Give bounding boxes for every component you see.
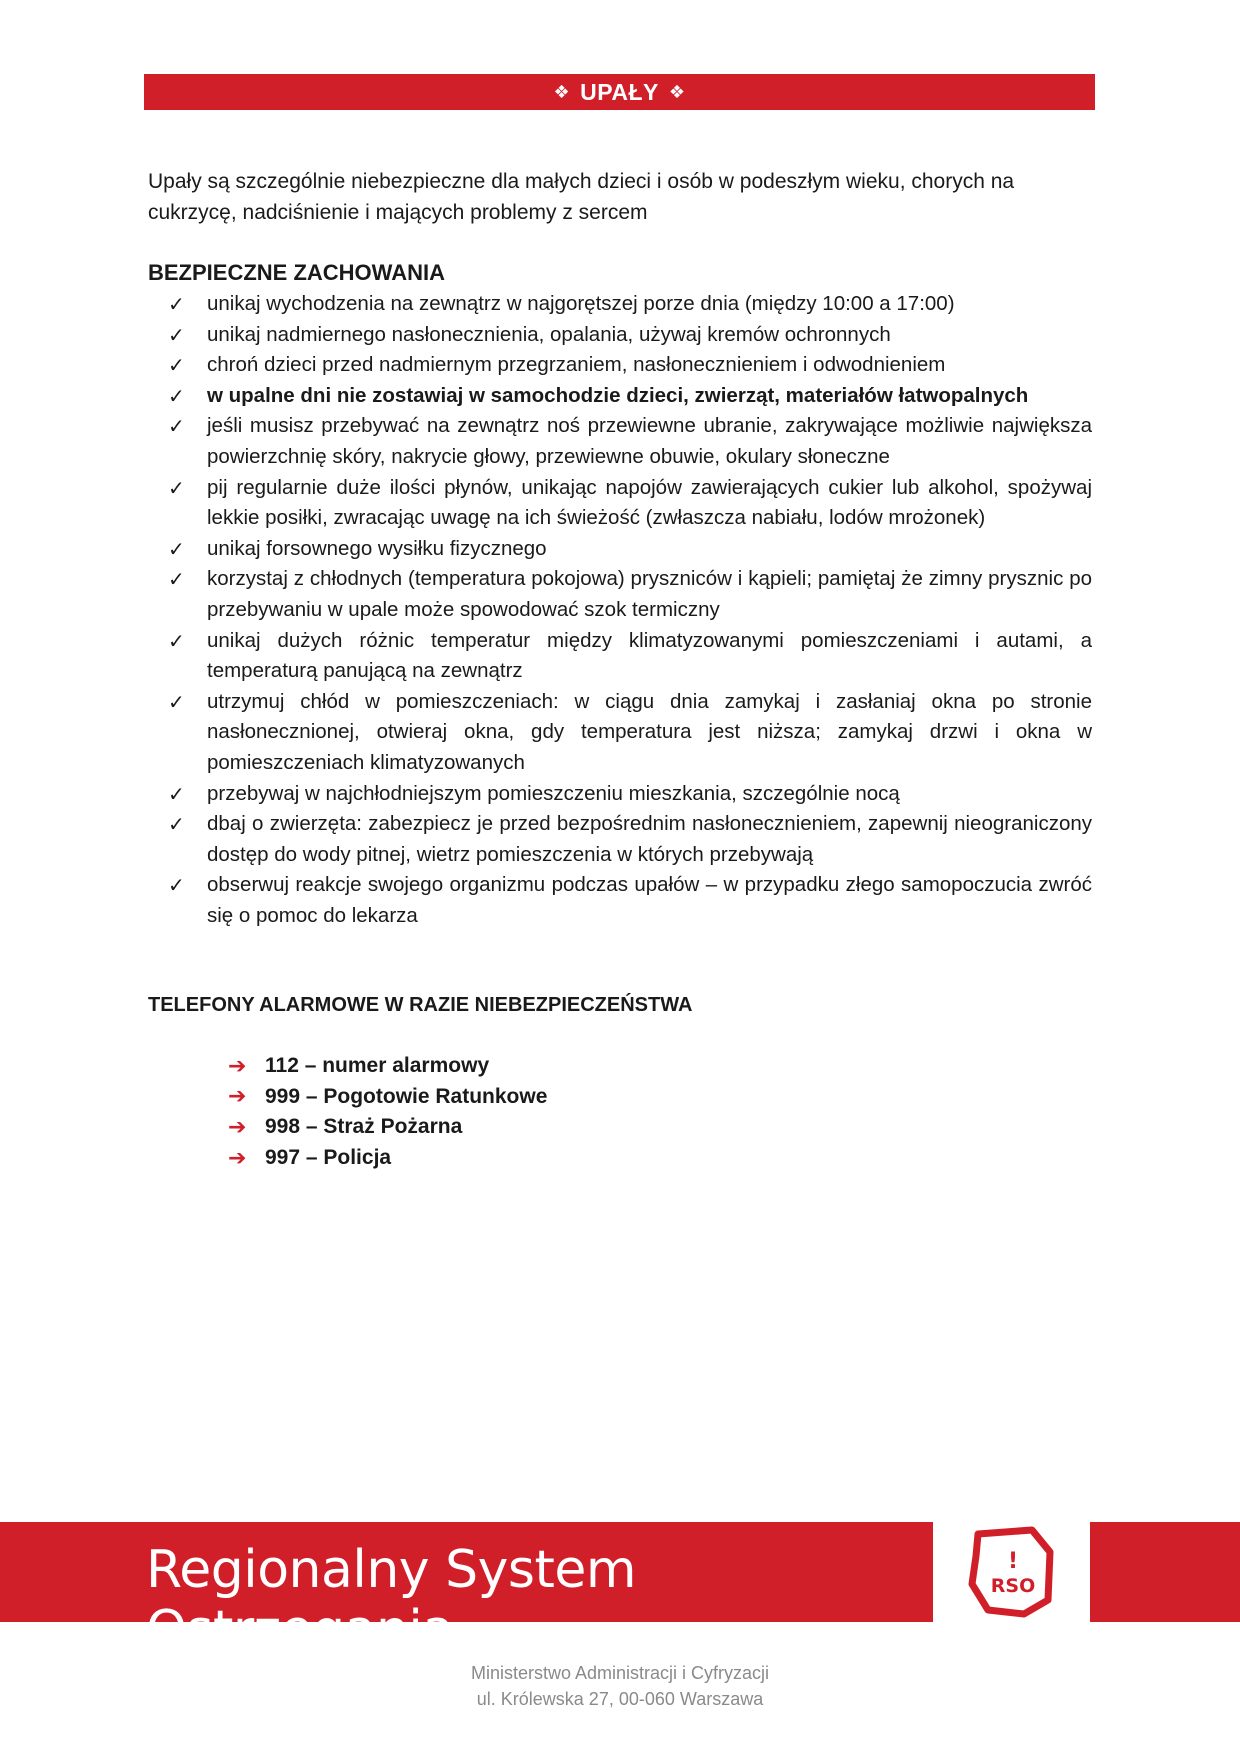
checkmark-icon: ✓ bbox=[168, 781, 185, 806]
phone-text: 112 – numer alarmowy bbox=[265, 1054, 490, 1078]
ornament-left: ❖ bbox=[553, 81, 571, 102]
phone-item bbox=[228, 1143, 547, 1174]
list-item-text: jeśli musisz przebywać na zewnątrz noś przewiewne ubranie, zakrywające możliwie największa powierzchnię skóry, nakrycie głowy, przewiewne obuwie, okulary słoneczne bbox=[207, 414, 1092, 468]
phone-text: 998 – Straż Pożarna bbox=[265, 1115, 463, 1139]
ornament-right: ❖ bbox=[668, 81, 686, 102]
page-title: UPAŁY bbox=[580, 78, 659, 105]
ministry-name: Ministerstwo Administracji i Cyfryzacji bbox=[470, 1663, 770, 1683]
list-item bbox=[168, 350, 1092, 381]
list-item bbox=[168, 473, 1092, 534]
footer-banner-right bbox=[1090, 1522, 1240, 1622]
phone-text: 999 – Pogotowie Ratunkowe bbox=[265, 1084, 548, 1108]
list-item bbox=[168, 809, 1092, 870]
list-item-text: obserwuj reakcje swojego organizmu podczas upałów – w przypadku złego samopoczucia zwróć się o pomoc do lekarza bbox=[207, 873, 1092, 927]
rso-logo-icon bbox=[958, 1518, 1068, 1628]
checkmark-icon: ✓ bbox=[168, 567, 185, 592]
list-item bbox=[168, 289, 1092, 320]
arrow-right-icon: ➔ bbox=[228, 1053, 247, 1079]
list-item-text: chroń dzieci przed nadmiernym przegrzaniem, nasłonecznieniem i odwodnieniem bbox=[207, 353, 946, 377]
list-item bbox=[168, 687, 1092, 779]
list-item-text: w upalne dni nie zostawiaj w samochodzie dzieci, zwierząt, materiałów łatwopalnych bbox=[207, 383, 1029, 407]
checkmark-icon: ✓ bbox=[168, 628, 185, 653]
checkmark-icon: ✓ bbox=[168, 383, 185, 408]
list-item bbox=[168, 870, 1092, 931]
list-item-text: utrzymuj chłód w pomieszczeniach: w ciągu dnia zamykaj i zasłaniaj okna po stronie nasłonecznionej, otwieraj okna, gdy temperatura jest niższa; zamykaj drzwi i okna w pomieszczeniach klimatyzowanych bbox=[207, 689, 1092, 774]
list-item-text: przebywaj w najchłodniejszym pomieszczeniu mieszkania, szczególnie nocą bbox=[207, 781, 900, 805]
intro-paragraph: Upały są szczególnie niebezpieczne dla małych dzieci i osób w podeszłym wieku, chorych na cukrzycę, nadciśnienie i mających problemy z sercem bbox=[148, 170, 1015, 224]
list-item bbox=[168, 564, 1092, 625]
phones-heading: TELEFONY ALARMOWE W RAZIE NIEBEZPIECZEŃSTWA bbox=[148, 994, 693, 1016]
list-item bbox=[168, 626, 1092, 687]
phone-item bbox=[228, 1112, 547, 1143]
checkmark-icon: ✓ bbox=[168, 414, 185, 439]
list-item bbox=[168, 779, 1092, 810]
arrow-right-icon: ➔ bbox=[228, 1084, 247, 1110]
ministry-street: ul. Królewska 27, 00-060 Warszawa bbox=[476, 1689, 764, 1709]
list-item-text: unikaj wychodzenia na zewnątrz w najgorętszej porze dnia (między 10:00 a 17:00) bbox=[207, 292, 955, 315]
logo-exclamation: ! bbox=[1007, 1549, 1019, 1574]
checkmark-icon: ✓ bbox=[168, 873, 185, 898]
list-item-text: unikaj forsownego wysiłku fizycznego bbox=[207, 536, 547, 560]
phone-item bbox=[228, 1051, 547, 1082]
list-item-text: korzystaj z chłodnych (temperatura pokojowa) pryszniców i kąpieli; pamiętaj że zimny prysznic po przebywaniu w upale może spowodować szok termiczny bbox=[207, 567, 1092, 621]
checkmark-icon: ✓ bbox=[168, 536, 185, 561]
ministry-address bbox=[0, 1660, 1240, 1712]
phone-text: 997 – Policja bbox=[265, 1146, 392, 1170]
list-item-text: unikaj nadmiernego nasłonecznienia, opalania, używaj kremów ochronnych bbox=[207, 322, 891, 346]
list-item-text: dbaj o zwierzęta: zabezpiecz je przed bezpośrednim nasłonecznieniem, zapewnij nieograniczony dostęp do wody pitnej, wietrz pomieszczenia w których przebywają bbox=[207, 812, 1092, 866]
phone-item bbox=[228, 1082, 547, 1113]
safe-behaviour-list bbox=[168, 289, 1092, 931]
phones-list bbox=[228, 1051, 547, 1173]
arrow-right-icon: ➔ bbox=[228, 1145, 247, 1171]
checkmark-icon: ✓ bbox=[168, 353, 185, 378]
list-item bbox=[168, 381, 1092, 412]
list-item-text: pij regularnie duże ilości płynów, unikając napojów zawierających cukier lub alkohol, spożywaj lekkie posiłki, zwracając uwagę na ich świeżość (zwłaszcza nabiału, lodów mrożonek) bbox=[207, 475, 1092, 530]
checkmark-icon: ✓ bbox=[168, 812, 185, 837]
checkmark-icon: ✓ bbox=[168, 475, 185, 500]
checkmark-icon: ✓ bbox=[168, 689, 185, 714]
safe-behaviour-heading: BEZPIECZNE ZACHOWANIA bbox=[148, 260, 445, 285]
checkmark-icon: ✓ bbox=[168, 322, 185, 347]
footer-banner bbox=[0, 1522, 933, 1660]
list-item-text: unikaj dużych różnic temperatur między klimatyzowanymi pomieszczeniami i autami, a temperaturą panującą na zewnątrz bbox=[207, 628, 1092, 683]
list-item bbox=[168, 320, 1092, 351]
brand-name: Regionalny System Ostrzegania bbox=[146, 1540, 636, 1660]
list-item bbox=[168, 411, 1092, 472]
checkmark-icon: ✓ bbox=[168, 292, 185, 316]
logo-text: RSO bbox=[990, 1575, 1036, 1597]
title-bar bbox=[144, 74, 1095, 110]
list-item bbox=[168, 534, 1092, 565]
arrow-right-icon: ➔ bbox=[228, 1114, 247, 1140]
